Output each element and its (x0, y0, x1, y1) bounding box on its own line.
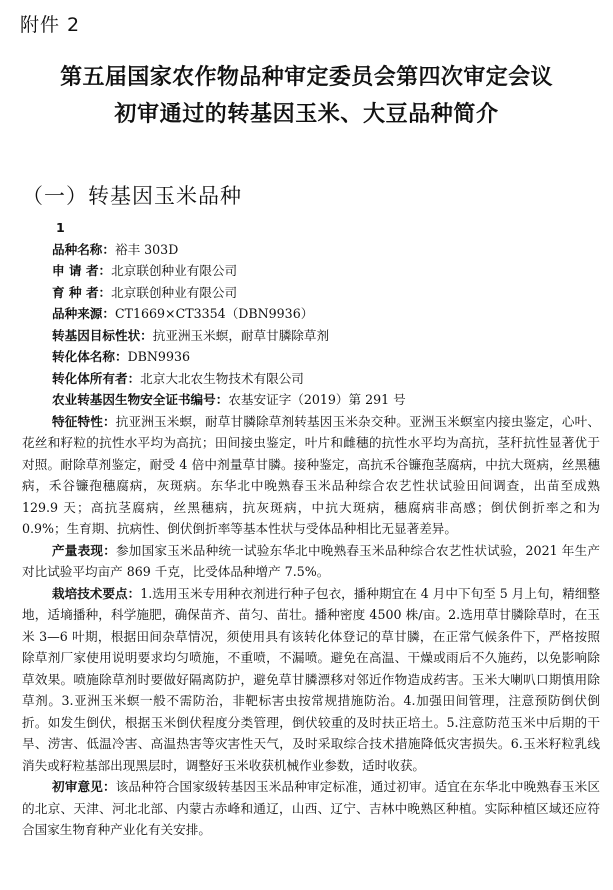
field-variety-name (22, 239, 600, 261)
opinion-label: 初审意见： (52, 779, 116, 794)
yield-label: 产量表现： (52, 542, 116, 558)
opinion-paragraph (22, 776, 600, 841)
entry-number: 1 (56, 220, 65, 235)
document-title-line2: 初审通过的转基因玉米、大豆品种简介 (114, 102, 499, 127)
cultivation-text: 1.选用玉米专用种衣剂进行种子包衣，播种期宜在 4 月中下旬至 5 月上旬，精细整地，适墒播种，科学施肥，确保苗齐、苗匀、苗壮。播种密度 4500 株/亩。2.选用草甘膦除草时，在玉米 3—6 叶期，根据田间杂草情况，须使用具有该转化体登记的草甘膦，在正常气候条件下，严格按照除草剂厂家使用说明要求均匀喷施，不重喷，不漏喷。避免在高温、干燥或雨后不久施药，以免影响除草效果。喷施除草剂时要做好隔离防护，避免草甘膦漂移对邻近作物造成药害。玉米大喇叭口期慎用除草剂。3.亚洲玉米螟一般不需防治，非靶标害虫按常规措施防治。4.加强田间管理，注意预防倒伏倒折。如发生倒伏，根据玉米倒伏程度分类管理，倒伏较重的及时扶正培土。5.注意防范玉米中后期的干旱、涝害、低温冷害、高温热害等灾害性天气，及时采取综合技术措施降低灾害损失。6.玉米籽粒乳线消失或籽粒基部出现黑层时，调整好玉米收获机械作业参数，适时收获。 (22, 585, 600, 773)
field-label: 申 请 者： (52, 263, 112, 278)
field-breeder (22, 282, 600, 304)
field-event-owner (22, 368, 600, 390)
field-value: 抗亚洲玉米螟，耐草甘膦除草剂 (152, 327, 330, 343)
field-value: DBN9936 (127, 349, 190, 364)
document-title-line1: 第五届国家农作物品种审定委员会第四次审定会议 (60, 65, 553, 90)
opinion-text: 该品种符合国家级转基因玉米品种审定标准，通过初审。适宜在东华北中晚熟春玉米区的北京、天津、河北北部、内蒙古赤峰和通辽，山西、辽宁、吉林中晚熟区种植。实际种植区域还应符合国家生物育种产业化有关安排。 (22, 779, 601, 837)
yield-paragraph (22, 540, 600, 583)
traits-text: 抗亚洲玉米螟，耐草甘膦除草剂转基因玉米杂交种。亚洲玉米螟室内接虫鉴定，心叶、花丝和籽粒的抗性水平均为高抗；田间接虫鉴定，叶片和雌穗的抗性水平均为高抗，茎秆抗性显著优于对照。耐除草剂鉴定，耐受 4 倍中剂量草甘膦。接种鉴定，高抗禾谷镰孢茎腐病，中抗大斑病，丝黑穗病，禾谷镰孢穗腐病，灰斑病。东华北中晚熟春玉米品种综合农艺性状试验田间调查，出苗至成熟 129.9 天；高抗茎腐病，丝黑穗病，抗灰斑病，中抗大斑病，穗腐病非高感；倒伏倒折率之和为 0.9%；生育期、抗病性、倒伏倒折率等基本性状与受体品种相比无显著差异。 (22, 413, 601, 536)
field-applicant (22, 260, 600, 282)
field-label: 转化体所有者： (52, 370, 141, 386)
field-event-name (22, 346, 600, 368)
field-value: 裕丰 303D (114, 241, 179, 257)
field-safety-certificate (22, 389, 600, 411)
field-target-trait (22, 325, 600, 347)
field-label: 农业转基因生物安全证书编号： (52, 392, 229, 407)
cultivation-paragraph (22, 583, 600, 777)
cultivation-label: 栽培技术要点： (52, 585, 141, 601)
field-label: 育 种 者： (52, 284, 112, 300)
field-value: 北京联创种业有限公司 (111, 263, 238, 278)
field-label: 品种来源： (52, 306, 115, 321)
variety-entry (22, 217, 600, 841)
traits-label: 特征特性： (52, 413, 116, 429)
yield-text: 参加国家玉米品种统一试验东华北中晚熟春玉米品种综合农艺性状试验，2021 年生产对比试验平均亩产 869 千克，比受体品种增产 7.5%。 (22, 542, 600, 579)
field-label: 品种名称： (52, 241, 115, 257)
field-label: 转化体名称： (52, 349, 128, 364)
section-heading: （一）转基因玉米品种 (22, 184, 242, 208)
field-value: 北京联创种业有限公司 (111, 284, 238, 300)
field-variety-source (22, 303, 600, 325)
field-value: 农基安证字（2019）第 291 号 (228, 392, 406, 407)
field-value: 北京大北农生物技术有限公司 (140, 370, 304, 386)
field-value: CT1669×CT3354（DBN9936） (114, 306, 314, 321)
traits-paragraph (22, 411, 600, 540)
attachment-label: 附件 2 (20, 14, 81, 36)
field-label: 转基因目标性状： (52, 327, 153, 343)
